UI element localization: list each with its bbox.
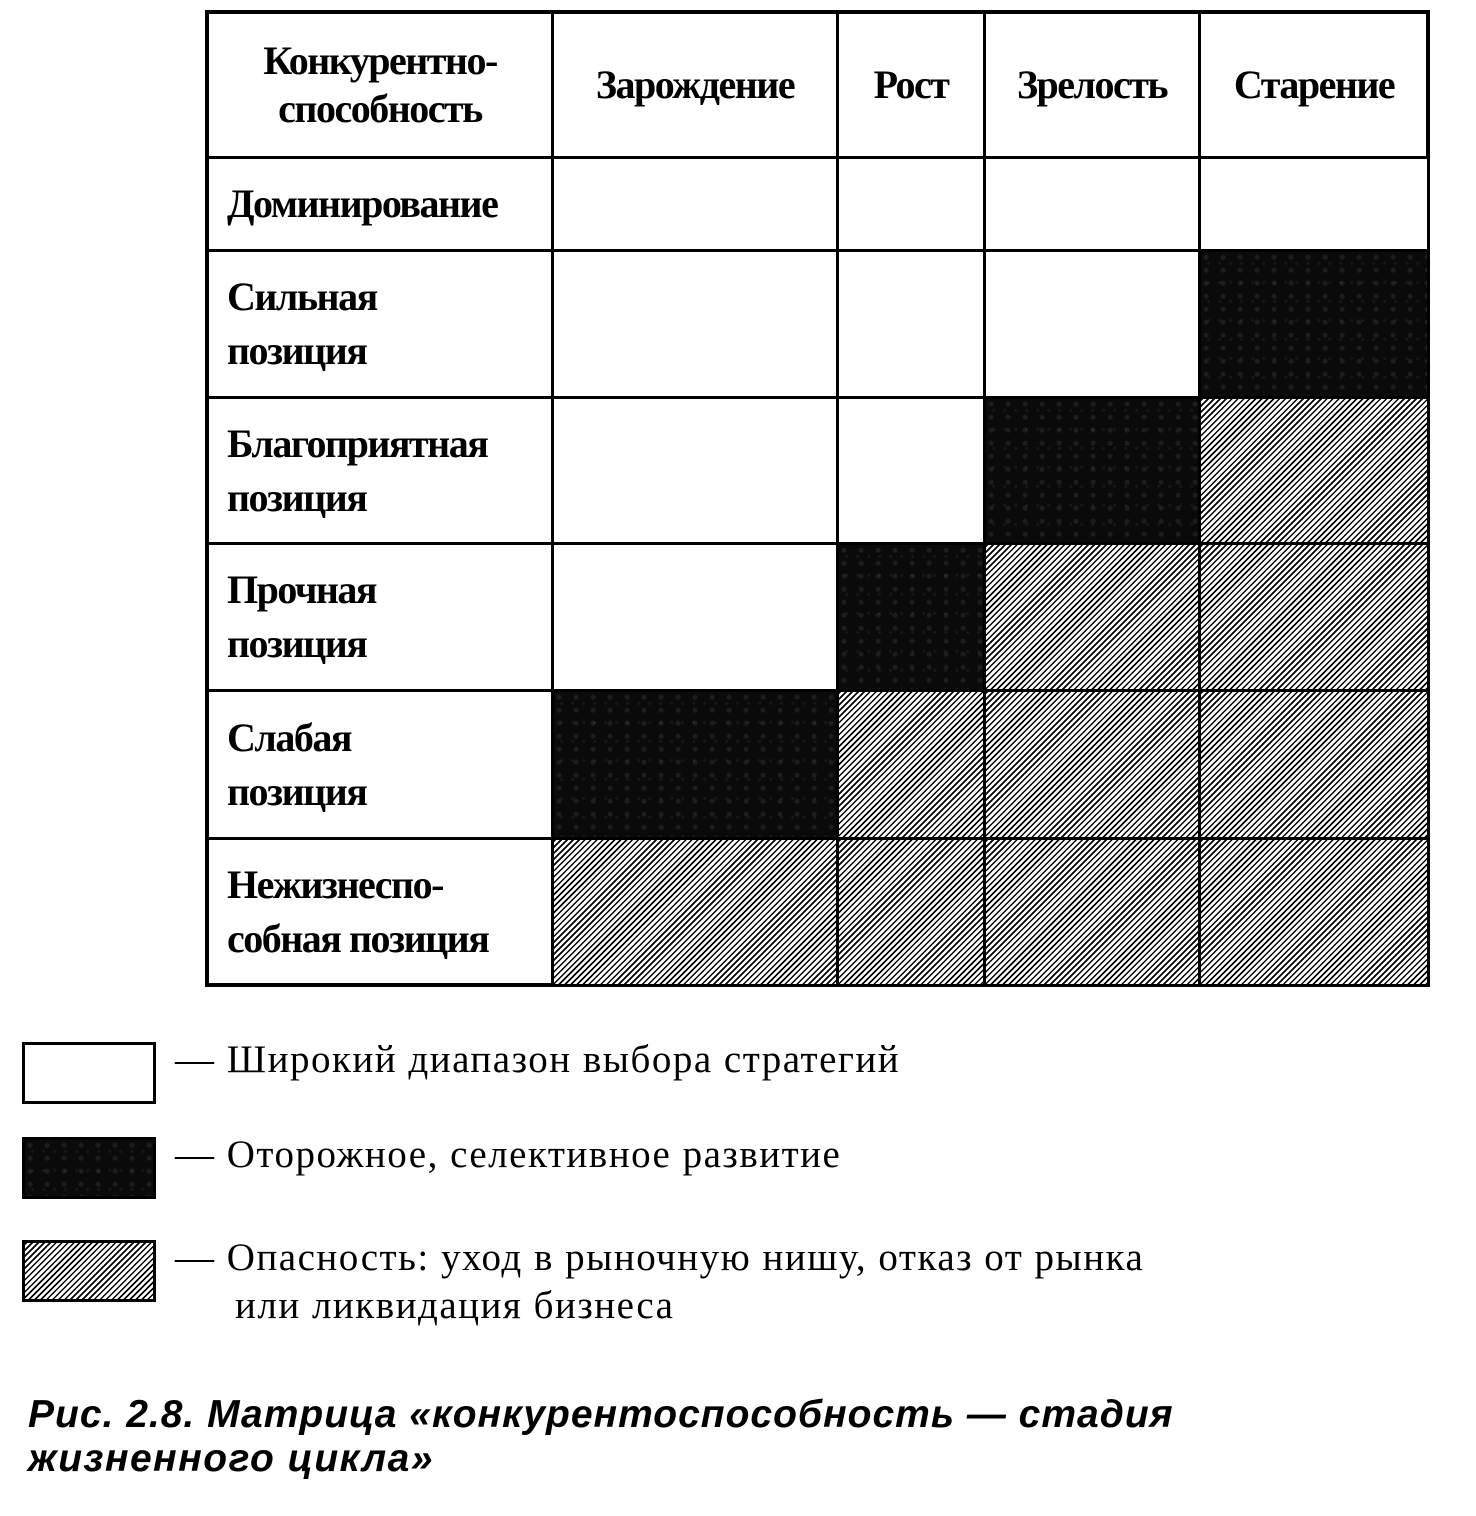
- column-header-label: Зрелость: [1016, 62, 1168, 107]
- column-header: [839, 14, 986, 159]
- matrix-cell-white: [554, 399, 839, 545]
- matrix-cell-hatch: [1201, 692, 1430, 840]
- legend-swatch-white: [22, 1042, 156, 1104]
- legend-label: [175, 1036, 900, 1084]
- text-line: Слабая: [227, 714, 351, 760]
- matrix-cell-hatch: [986, 692, 1201, 840]
- text-line: Нежизнеспо-: [227, 862, 443, 907]
- figure-caption: [28, 1393, 1174, 1481]
- matrix-cell-hatch: [839, 840, 986, 987]
- row-label: [209, 252, 554, 399]
- matrix-cell-dark: [986, 399, 1201, 545]
- corner-header: [209, 14, 554, 159]
- text-line: Благоприятная: [227, 420, 488, 466]
- text-line: Конкурентно-: [263, 38, 497, 83]
- matrix-cell-white: [554, 545, 839, 692]
- text-line: позиция: [227, 621, 367, 666]
- row-label: [209, 840, 554, 987]
- text-line: Сильная: [227, 274, 377, 319]
- matrix-cell-hatch: [839, 692, 986, 840]
- row-label: [209, 159, 554, 252]
- legend-text-line: — Широкий диапазон выбора стратегий: [175, 1038, 901, 1081]
- matrix-cell-white: [839, 159, 986, 252]
- legend-swatch-hatch: [22, 1240, 156, 1302]
- text-line: позиция: [227, 768, 367, 814]
- legend-text-line: или ликвидация бизнеса: [235, 1284, 675, 1327]
- row-label: [209, 399, 554, 545]
- column-header: [554, 14, 839, 159]
- legend-label: [175, 1234, 1144, 1330]
- text-line: собная позиция: [227, 916, 489, 961]
- matrix-cell-white: [554, 252, 839, 399]
- text-line: способность: [278, 86, 482, 131]
- matrix-cell-white: [986, 159, 1201, 252]
- matrix-cell-dark: [554, 692, 839, 840]
- matrix-cell-white: [839, 399, 986, 545]
- legend-label: [175, 1131, 841, 1179]
- caption-line: жизненного цикла»: [28, 1437, 435, 1480]
- text-line: позиция: [227, 328, 367, 373]
- competitiveness-lifecycle-matrix: [205, 10, 1430, 987]
- legend-swatch-dark: [22, 1137, 156, 1199]
- matrix-cell-white: [554, 159, 839, 252]
- matrix-cell-hatch: [986, 840, 1201, 987]
- matrix-cell-dark: [1201, 252, 1430, 399]
- column-header-label: Рост: [873, 62, 949, 107]
- column-header: [986, 14, 1201, 159]
- legend-text-line: — Опасность: уход в рыночную нишу, отказ от рынка: [175, 1236, 1145, 1279]
- matrix-cell-hatch: [1201, 545, 1430, 692]
- text-line: Доминирование: [227, 181, 498, 226]
- row-label: [209, 545, 554, 692]
- matrix-cell-hatch: [1201, 840, 1430, 987]
- matrix-cell-white: [986, 252, 1201, 399]
- matrix-cell-white: [839, 252, 986, 399]
- legend-text-line: — Оторожное, селективное развитие: [175, 1133, 842, 1176]
- matrix-cell-dark: [839, 545, 986, 692]
- text-line: позиция: [227, 474, 367, 520]
- matrix-cell-white: [1201, 159, 1430, 252]
- text-line: Прочная: [227, 567, 377, 612]
- column-header-label: Зарождение: [595, 62, 795, 107]
- column-header-label: Старение: [1233, 62, 1395, 107]
- matrix-cell-hatch: [986, 545, 1201, 692]
- column-header: [1201, 14, 1430, 159]
- caption-line: Рис. 2.8. Матрица «конкурентоспособность — стадия: [28, 1393, 1174, 1436]
- row-label: [209, 692, 554, 840]
- matrix-cell-hatch: [554, 840, 839, 987]
- matrix-cell-hatch: [1201, 399, 1430, 545]
